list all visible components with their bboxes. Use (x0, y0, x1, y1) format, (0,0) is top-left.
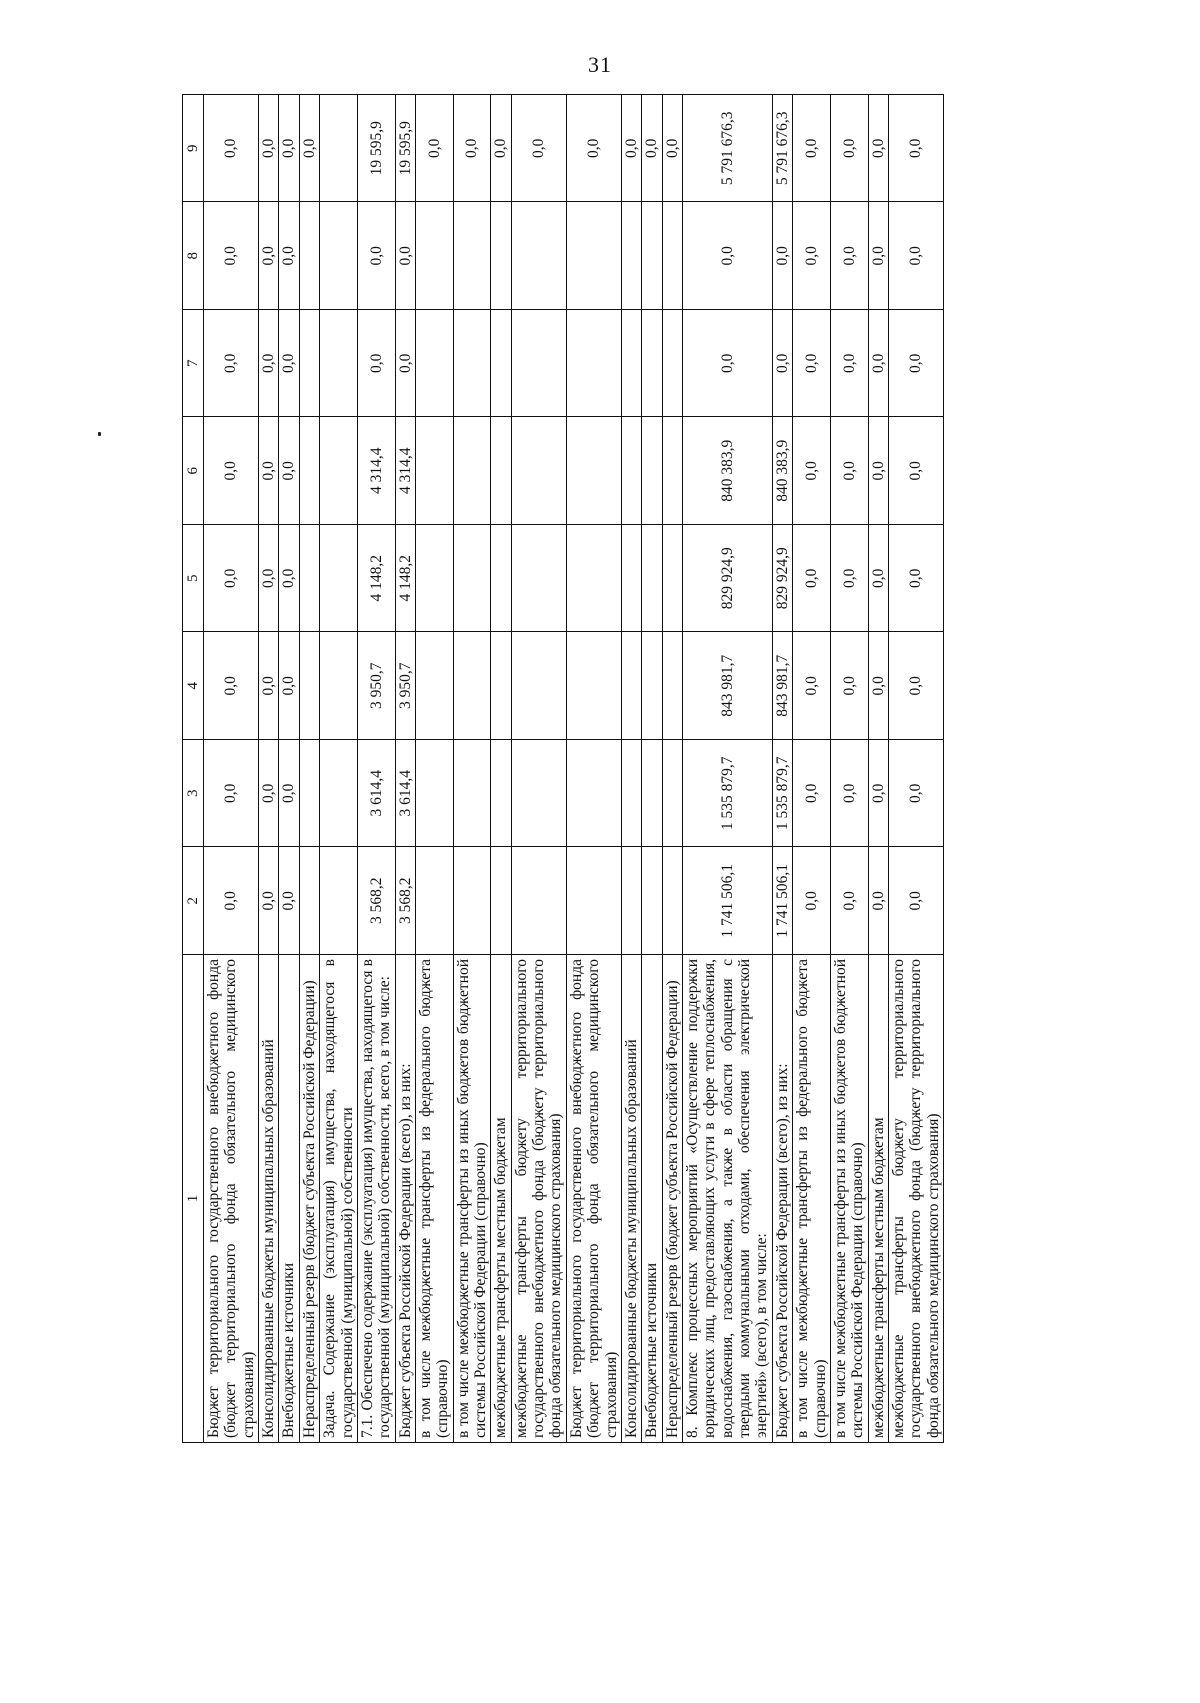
row-label: в том числе межбюджетные трансферты из иных бюджетов бюджетной системы Российской Федерации (справочно) (453, 955, 491, 1443)
table-row (868, 95, 888, 1443)
row-value-col-3 (642, 740, 662, 848)
row-value-col-3 (299, 740, 319, 848)
row-value-col-6: 0,0 (888, 417, 943, 525)
row-value-col-3 (320, 740, 358, 848)
row-value-col-6 (299, 417, 319, 525)
row-value-col-9: 0,0 (491, 95, 511, 203)
row-value-col-7: 0,0 (682, 310, 772, 418)
row-value-col-3: 0,0 (868, 740, 888, 848)
table-row (491, 95, 511, 1443)
row-value-col-5: 4 148,2 (395, 525, 415, 633)
column-header-7: 7 (183, 310, 204, 418)
row-value-col-2 (320, 847, 358, 955)
row-value-col-2 (566, 847, 621, 955)
row-value-col-2 (621, 847, 641, 955)
row-value-col-5 (491, 525, 511, 633)
page-number: 31 (588, 52, 612, 77)
row-value-col-9 (320, 95, 358, 203)
row-value-col-5 (511, 525, 566, 633)
row-value-col-9: 19 595,9 (395, 95, 415, 203)
table-header-row (183, 95, 204, 1443)
row-value-col-5: 829 924,9 (682, 525, 772, 633)
row-value-col-5: 4 148,2 (357, 525, 395, 633)
column-header-6: 6 (183, 417, 204, 525)
row-value-col-3 (566, 740, 621, 848)
funding-table (182, 94, 944, 1443)
row-value-col-7: 0,0 (395, 310, 415, 418)
row-value-col-7: 0,0 (830, 310, 868, 418)
row-value-col-5 (320, 525, 358, 633)
row-value-col-6: 0,0 (793, 417, 831, 525)
row-value-col-6 (415, 417, 453, 525)
row-value-col-9: 5 791 676,3 (772, 95, 792, 203)
row-value-col-7: 0,0 (772, 310, 792, 418)
row-value-col-5 (415, 525, 453, 633)
row-label: Внебюджетные источники (642, 955, 662, 1443)
table-row (204, 95, 259, 1443)
row-label: Внебюджетные источники (279, 955, 299, 1443)
row-value-col-2: 0,0 (868, 847, 888, 955)
row-value-col-8: 0,0 (793, 202, 831, 310)
row-value-col-6 (621, 417, 641, 525)
column-header-1: 1 (183, 955, 204, 1443)
table-row (415, 95, 453, 1443)
row-value-col-8 (642, 202, 662, 310)
column-header-2: 2 (183, 847, 204, 955)
row-value-col-4: 843 981,7 (772, 632, 792, 740)
row-value-col-8: 0,0 (395, 202, 415, 310)
row-value-col-7 (320, 310, 358, 418)
row-value-col-6: 0,0 (204, 417, 259, 525)
table-row (320, 95, 358, 1443)
table-row (793, 95, 831, 1443)
row-value-col-4: 0,0 (279, 632, 299, 740)
row-value-col-4: 0,0 (888, 632, 943, 740)
row-value-col-6 (511, 417, 566, 525)
row-value-col-2 (511, 847, 566, 955)
row-value-col-6: 0,0 (279, 417, 299, 525)
row-value-col-8 (511, 202, 566, 310)
row-value-col-2 (642, 847, 662, 955)
row-value-col-3: 3 614,4 (357, 740, 395, 848)
row-value-col-8: 0,0 (682, 202, 772, 310)
row-value-col-7 (491, 310, 511, 418)
row-value-col-2: 0,0 (793, 847, 831, 955)
table-row (682, 95, 772, 1443)
column-header-8: 8 (183, 202, 204, 310)
table-row (772, 95, 792, 1443)
row-value-col-8 (415, 202, 453, 310)
row-value-col-6 (642, 417, 662, 525)
table-row (279, 95, 299, 1443)
row-value-col-3: 1 535 879,7 (772, 740, 792, 848)
row-label: 8. Комплекс процессных мероприятий «Осуществление поддержки юридических лиц, предоставляющих услуги в сфере теплоснабжения, водоснабжения, газоснабжения, а также в области обращения с твердыми коммунальными отходами, обеспечения электрической энергией» (всего), в том числе: (682, 955, 772, 1443)
row-value-col-2: 0,0 (830, 847, 868, 955)
table-row (357, 95, 395, 1443)
table-row (453, 95, 491, 1443)
row-value-col-7: 0,0 (868, 310, 888, 418)
row-value-col-9: 0,0 (868, 95, 888, 203)
row-value-col-4: 0,0 (868, 632, 888, 740)
row-label: межбюджетные трансферты бюджету территориального государственного внебюджетного фонда (бюджету территориального фонда обязательного медицинского страхования) (511, 955, 566, 1443)
row-value-col-9: 0,0 (415, 95, 453, 203)
row-value-col-8 (621, 202, 641, 310)
row-value-col-3: 0,0 (793, 740, 831, 848)
row-value-col-7 (621, 310, 641, 418)
row-value-col-9: 5 791 676,3 (682, 95, 772, 203)
row-value-col-3 (621, 740, 641, 848)
row-value-col-8: 0,0 (204, 202, 259, 310)
row-value-col-5 (662, 525, 682, 633)
row-value-col-8 (453, 202, 491, 310)
row-value-col-9: 0,0 (511, 95, 566, 203)
row-label: Бюджет субъекта Российской Федерации (всего), из них: (395, 955, 415, 1443)
row-value-col-4 (642, 632, 662, 740)
row-value-col-3 (453, 740, 491, 848)
row-value-col-3: 0,0 (279, 740, 299, 848)
table-row (299, 95, 319, 1443)
row-value-col-5 (566, 525, 621, 633)
row-label: межбюджетные трансферты бюджету территориального государственного внебюджетного фонда (бюджету территориального фонда обязательного медицинского страхования) (888, 955, 943, 1443)
row-value-col-7 (299, 310, 319, 418)
row-value-col-5 (453, 525, 491, 633)
table-row (888, 95, 943, 1443)
row-value-col-6: 840 383,9 (682, 417, 772, 525)
row-value-col-9: 0,0 (662, 95, 682, 203)
row-value-col-2: 1 741 506,1 (772, 847, 792, 955)
row-value-col-6: 4 314,4 (395, 417, 415, 525)
row-value-col-5: 0,0 (868, 525, 888, 633)
row-value-col-4 (415, 632, 453, 740)
row-label: Бюджет территориального государственного внебюджетного фонда (бюджет территориального фонда обязательного медицинского страхования) (204, 955, 259, 1443)
row-label: Задача. Содержание (эксплуатация) имущества, находящегося в государственной (муниципальной) собственности (320, 955, 358, 1443)
row-value-col-5: 0,0 (888, 525, 943, 633)
table-row (621, 95, 641, 1443)
row-label: межбюджетные трансферты местным бюджетам (491, 955, 511, 1443)
row-value-col-7: 0,0 (793, 310, 831, 418)
row-value-col-2 (453, 847, 491, 955)
row-value-col-8: 0,0 (279, 202, 299, 310)
row-value-col-4 (621, 632, 641, 740)
row-value-col-3: 3 614,4 (395, 740, 415, 848)
column-header-3: 3 (183, 740, 204, 848)
row-value-col-7 (415, 310, 453, 418)
row-value-col-7 (566, 310, 621, 418)
row-value-col-7 (453, 310, 491, 418)
row-value-col-4 (453, 632, 491, 740)
row-value-col-8: 0,0 (772, 202, 792, 310)
row-label: в том числе межбюджетные трансферты из федерального бюджета (справочно) (415, 955, 453, 1443)
row-value-col-9: 0,0 (299, 95, 319, 203)
row-value-col-4: 0,0 (793, 632, 831, 740)
row-value-col-2: 0,0 (204, 847, 259, 955)
row-value-col-6: 4 314,4 (357, 417, 395, 525)
table-row (259, 95, 279, 1443)
row-value-col-4 (566, 632, 621, 740)
row-value-col-9: 0,0 (259, 95, 279, 203)
row-value-col-3: 0,0 (888, 740, 943, 848)
row-value-col-8: 0,0 (888, 202, 943, 310)
row-value-col-3: 0,0 (830, 740, 868, 848)
row-label: в том числе межбюджетные трансферты из иных бюджетов бюджетной системы Российской Федерации (справочно) (830, 955, 868, 1443)
row-value-col-4 (491, 632, 511, 740)
row-value-col-7: 0,0 (204, 310, 259, 418)
row-value-col-2 (415, 847, 453, 955)
row-value-col-9: 0,0 (621, 95, 641, 203)
table-body (204, 95, 944, 1443)
row-label: Консолидированные бюджеты муниципальных образований (259, 955, 279, 1443)
scan-speck (98, 432, 101, 436)
row-value-col-5 (642, 525, 662, 633)
row-value-col-3: 0,0 (259, 740, 279, 848)
row-value-col-6 (320, 417, 358, 525)
row-value-col-5: 0,0 (279, 525, 299, 633)
column-header-4: 4 (183, 632, 204, 740)
row-label: Консолидированные бюджеты муниципальных образований (621, 955, 641, 1443)
row-value-col-2 (662, 847, 682, 955)
row-value-col-4: 0,0 (259, 632, 279, 740)
row-value-col-5: 0,0 (259, 525, 279, 633)
row-value-col-8 (662, 202, 682, 310)
row-value-col-9: 0,0 (793, 95, 831, 203)
row-value-col-9: 0,0 (204, 95, 259, 203)
row-value-col-3 (662, 740, 682, 848)
row-value-col-2 (299, 847, 319, 955)
row-value-col-8: 0,0 (259, 202, 279, 310)
row-value-col-6: 0,0 (830, 417, 868, 525)
row-value-col-2: 1 741 506,1 (682, 847, 772, 955)
row-label: 7.1. Обеспечено содержание (эксплуатация) имущества, находящегося в государственной (муниципальной) собственности, всего, в том числе: (357, 955, 395, 1443)
row-value-col-5: 829 924,9 (772, 525, 792, 633)
table-row (642, 95, 662, 1443)
row-value-col-4: 843 981,7 (682, 632, 772, 740)
row-value-col-2: 0,0 (888, 847, 943, 955)
row-value-col-7: 0,0 (279, 310, 299, 418)
row-value-col-7: 0,0 (259, 310, 279, 418)
row-value-col-3 (491, 740, 511, 848)
row-value-col-4 (299, 632, 319, 740)
row-value-col-4 (320, 632, 358, 740)
row-value-col-4: 3 950,7 (357, 632, 395, 740)
row-value-col-9: 0,0 (279, 95, 299, 203)
row-value-col-8 (566, 202, 621, 310)
row-value-col-9: 0,0 (642, 95, 662, 203)
row-value-col-3 (415, 740, 453, 848)
row-value-col-2: 0,0 (259, 847, 279, 955)
row-value-col-7 (662, 310, 682, 418)
column-header-5: 5 (183, 525, 204, 633)
row-value-col-4 (662, 632, 682, 740)
table-row (395, 95, 415, 1443)
row-value-col-4: 3 950,7 (395, 632, 415, 740)
row-value-col-2: 3 568,2 (395, 847, 415, 955)
row-value-col-6 (566, 417, 621, 525)
row-label: Бюджет субъекта Российской Федерации (всего), из них: (772, 955, 792, 1443)
row-label: в том числе межбюджетные трансферты из федерального бюджета (справочно) (793, 955, 831, 1443)
row-value-col-8 (320, 202, 358, 310)
row-label: Нераспределенный резерв (бюджет субъекта Российской Федерации) (662, 955, 682, 1443)
row-value-col-5: 0,0 (793, 525, 831, 633)
row-value-col-6: 0,0 (868, 417, 888, 525)
row-value-col-5 (621, 525, 641, 633)
row-value-col-3 (511, 740, 566, 848)
row-value-col-8 (491, 202, 511, 310)
row-value-col-8 (299, 202, 319, 310)
row-value-col-6 (662, 417, 682, 525)
row-label: Нераспределенный резерв (бюджет субъекта Российской Федерации) (299, 955, 319, 1443)
table-row (662, 95, 682, 1443)
row-value-col-9: 0,0 (453, 95, 491, 203)
table-row (566, 95, 621, 1443)
row-value-col-7: 0,0 (357, 310, 395, 418)
row-value-col-5: 0,0 (830, 525, 868, 633)
row-value-col-4 (511, 632, 566, 740)
row-value-col-8: 0,0 (357, 202, 395, 310)
row-value-col-9: 0,0 (566, 95, 621, 203)
row-value-col-2: 0,0 (279, 847, 299, 955)
row-value-col-7: 0,0 (888, 310, 943, 418)
row-value-col-3: 0,0 (204, 740, 259, 848)
row-value-col-7 (511, 310, 566, 418)
row-value-col-9: 0,0 (830, 95, 868, 203)
row-value-col-6 (491, 417, 511, 525)
rotated-table-container (182, 95, 1150, 1443)
row-value-col-5: 0,0 (204, 525, 259, 633)
row-label: Бюджет территориального государственного внебюджетного фонда (бюджет территориального фонда обязательного медицинского страхования) (566, 955, 621, 1443)
row-value-col-6: 840 383,9 (772, 417, 792, 525)
row-value-col-4: 0,0 (204, 632, 259, 740)
row-value-col-9: 19 595,9 (357, 95, 395, 203)
row-value-col-4: 0,0 (830, 632, 868, 740)
table-row (511, 95, 566, 1443)
row-value-col-6 (453, 417, 491, 525)
row-value-col-2: 3 568,2 (357, 847, 395, 955)
row-value-col-3: 1 535 879,7 (682, 740, 772, 848)
row-value-col-9: 0,0 (888, 95, 943, 203)
row-value-col-2 (491, 847, 511, 955)
row-value-col-5 (299, 525, 319, 633)
column-header-9: 9 (183, 95, 204, 203)
row-label: межбюджетные трансферты местным бюджетам (868, 955, 888, 1443)
table-row (830, 95, 868, 1443)
row-value-col-6: 0,0 (259, 417, 279, 525)
row-value-col-7 (642, 310, 662, 418)
row-value-col-8: 0,0 (830, 202, 868, 310)
row-value-col-8: 0,0 (868, 202, 888, 310)
